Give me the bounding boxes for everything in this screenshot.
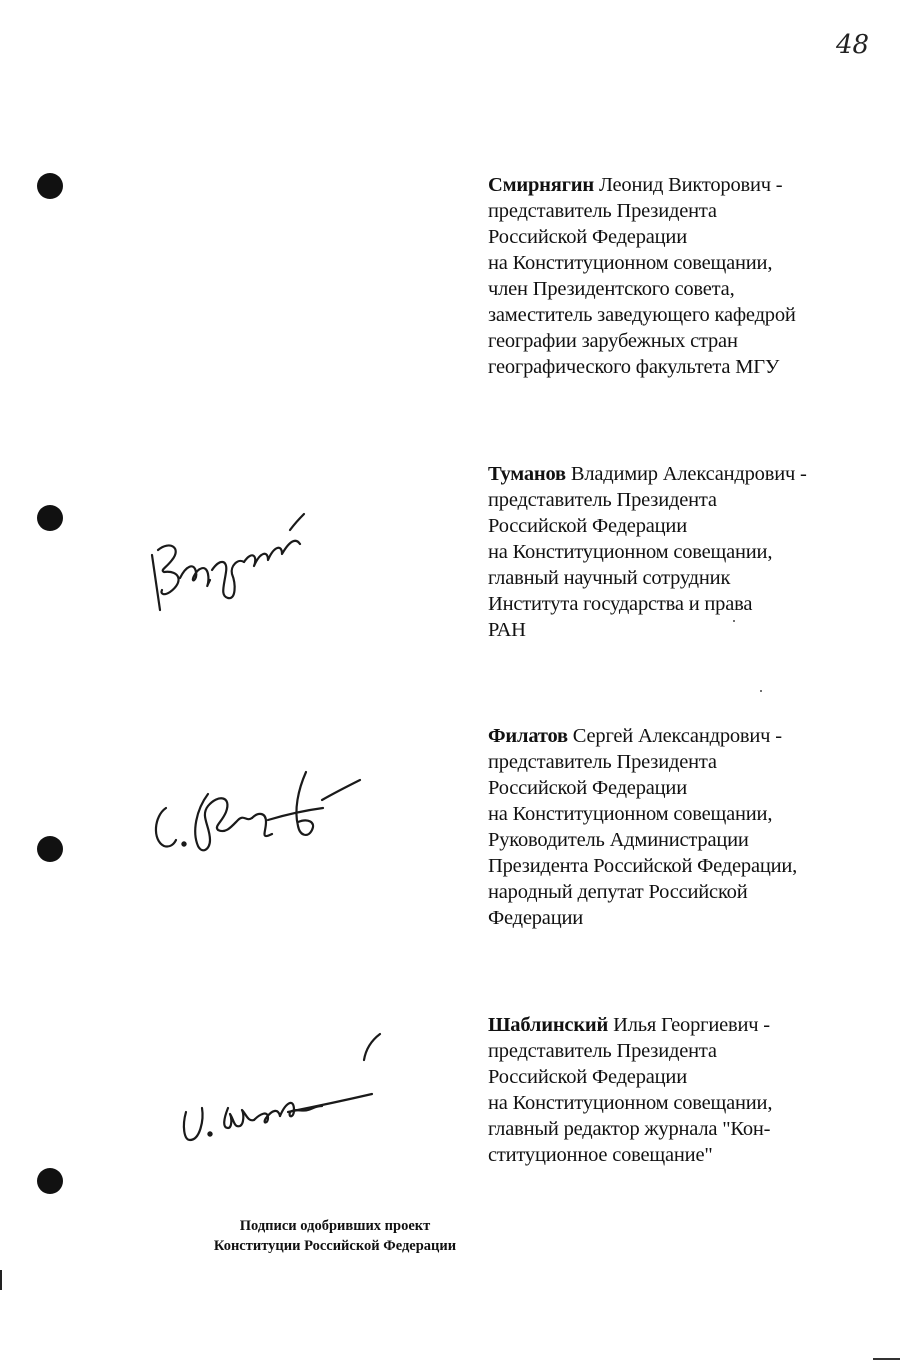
signatory-position-line: заместитель заведующего кафедрой: [488, 304, 796, 326]
signatory-block-shablinsky: [488, 1012, 888, 1168]
signature-shablinsky: [178, 1030, 388, 1150]
signatory-position-line: народный депутат Российской: [488, 881, 748, 903]
signatory-position-line: географии зарубежных стран: [488, 330, 738, 352]
signatory-block-tumanov: [488, 461, 888, 643]
signatory-position-line: на Конституционном совещании,: [488, 252, 773, 274]
signatory-position-line: на Конституционном совещании,: [488, 803, 773, 825]
scan-speck: [760, 690, 762, 692]
signatory-position-line: Руководитель Администрации: [488, 829, 749, 851]
signatory-position-line: РАН: [488, 619, 526, 641]
signatory-surname: Смирнягин: [488, 174, 595, 196]
signatory-given-names: Илья Георгиевич -: [608, 1014, 770, 1036]
signatory-given-names: Леонид Викторович -: [594, 174, 783, 196]
signatory-surname: Туманов: [488, 463, 566, 485]
signatory-position-line: Российской Федерации: [488, 515, 687, 537]
punch-hole: [37, 173, 63, 199]
signatory-given-names: Владимир Александрович -: [565, 463, 807, 485]
signatory-position-line: представитель Президента: [488, 1040, 717, 1062]
signatory-name-line: [488, 1012, 888, 1038]
footer-caption: [200, 1216, 470, 1256]
punch-hole: [37, 505, 63, 531]
signatory-position-line: главный научный сотрудник: [488, 567, 731, 589]
punch-hole: [37, 1168, 63, 1194]
signatory-name-line: [488, 461, 888, 487]
signatory-position-line: представитель Президента: [488, 751, 717, 773]
signatory-position-line: представитель Президента: [488, 489, 717, 511]
signatory-position-line: Института государства и права: [488, 593, 753, 615]
signatory-block-filatov: [488, 723, 888, 931]
signatory-position-line: Российской Федерации: [488, 226, 687, 248]
corner-rule: [873, 1358, 900, 1360]
signatory-name-line: [488, 172, 888, 198]
scan-speck: [733, 620, 735, 622]
signatory-surname: Шаблинский: [488, 1014, 609, 1036]
scan-edge-mark: [0, 1270, 2, 1290]
signatory-position-line: на Конституционном совещании,: [488, 541, 773, 563]
signatory-position-line: географического факультета МГУ: [488, 356, 780, 378]
signature-tumanov: [140, 500, 320, 620]
page-number: 48: [836, 30, 870, 60]
signatory-block-smirnyagin: [488, 172, 888, 380]
signatory-position-line: Президента Российской Федерации,: [488, 855, 798, 877]
signatory-given-names: Сергей Александрович -: [567, 725, 782, 747]
signature-filatov: [148, 760, 368, 875]
signatory-position-line: представитель Президента: [488, 200, 717, 222]
signatory-position-line: Российской Федерации: [488, 777, 687, 799]
signatory-position-line: Федерации: [488, 907, 584, 929]
signatory-surname: Филатов: [488, 725, 568, 747]
punch-hole: [37, 836, 63, 862]
footer-line: Конституции Российской Федерации: [213, 1238, 457, 1254]
signatory-position-line: Российской Федерации: [488, 1066, 687, 1088]
footer-line: Подписи одобривших проект: [239, 1218, 431, 1234]
signatory-position-line: ституционное совещание": [488, 1144, 713, 1166]
signatory-name-line: [488, 723, 888, 749]
signatory-position-line: член Президентского совета,: [488, 278, 735, 300]
signatory-position-line: на Конституционном совещании,: [488, 1092, 773, 1114]
signatory-position-line: главный редактор журнала "Кон-: [488, 1118, 771, 1140]
